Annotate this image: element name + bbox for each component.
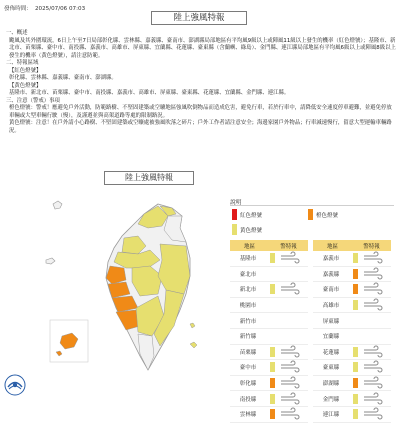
region-name: 澎湖縣 — [322, 381, 340, 388]
region-name: 南投縣 — [239, 396, 257, 403]
yellow-signal-body: 基隆市、新北市、苗栗縣、臺中市、南投縣、嘉義市、高雄市、屏東縣、臺東縣、花蓮縣、宜蘭縣、金門縣、連江縣。 — [9, 90, 290, 96]
signal-bar-yellow — [353, 362, 358, 372]
region-name: 宜蘭縣 — [322, 334, 340, 341]
region-name: 苗栗縣 — [239, 349, 257, 356]
table-row — [313, 251, 391, 267]
page-title: 陸上強風特報 — [151, 11, 247, 25]
section-overview-body: 颱風及其外圍環流，6日上午至7日局部彰化縣、雲林縣、嘉義縣、臺南市、澎湖縣局部地區有平均風9級以上或陣風11級以上發生的機率（紅色燈號）；基隆市、新北市、苗栗縣、臺中市、南投縣、嘉義市、高雄市、屏東縣、宜蘭縣、花蓮縣、臺東縣（含蘭嶼、綠島）、金門縣、連江縣局部地區有平均風6級以上或陣風8級以上發生的機率（黃色燈號），請注意防範。 — [9, 37, 396, 59]
wind-icon — [279, 346, 301, 358]
table-row — [313, 391, 391, 407]
table-row — [230, 391, 308, 407]
table-right-col-signal: 警特報 — [363, 243, 380, 250]
legend-yellow-swatch — [232, 224, 237, 235]
region-name: 新竹市 — [239, 318, 257, 325]
region-name: 彰化縣 — [239, 381, 257, 388]
wind-icon — [362, 252, 384, 264]
map-region-ludao — [190, 323, 195, 328]
issued-time-row — [4, 4, 88, 12]
wind-icon — [279, 361, 301, 373]
notice-body-yellow: 黃色燈號：注意！在戶外請小心路樹、不堅固建築或空曠處被強風吹落之碎片；戶外工作者請注意安全；海邊家園戶外物品；行車減速慢行，留意大型運輸車輛路況。 — [9, 120, 392, 134]
issued-time: 2025/07/06 07:03 — [34, 6, 86, 12]
table-row — [313, 329, 391, 345]
cwa-logo — [4, 374, 26, 396]
table-left-col-region: 地區 — [243, 243, 255, 250]
legend-yellow-label: 黃色燈號 — [240, 227, 263, 234]
table-row — [230, 376, 308, 392]
legend-orange-swatch — [308, 209, 313, 220]
wind-icon — [362, 377, 384, 389]
yellow-signal-label: 【黃色燈號】 — [9, 82, 42, 89]
region-name: 臺南市 — [322, 287, 340, 294]
table-row — [313, 345, 391, 361]
region-name: 基隆市 — [239, 256, 257, 263]
region-name: 桃園市 — [239, 303, 257, 310]
issued-label: 發佈時間： — [4, 6, 32, 12]
region-name: 屏東縣 — [322, 318, 340, 325]
signal-bar-yellow — [353, 394, 358, 404]
signal-bar-yellow — [270, 347, 275, 357]
table-right-rows — [313, 251, 391, 423]
signal-bar-yellow — [353, 300, 358, 310]
region-name: 新北市 — [239, 287, 257, 294]
signal-bar-orange — [353, 284, 358, 294]
legend — [230, 197, 394, 237]
region-table-right — [313, 240, 391, 423]
region-name: 花蓮縣 — [322, 349, 340, 356]
region-name: 嘉義縣 — [322, 271, 340, 278]
legend-red — [232, 209, 262, 220]
table-left-rows — [230, 251, 308, 423]
wind-icon — [279, 408, 301, 420]
table-right-col-region: 地區 — [326, 243, 338, 250]
table-row — [313, 313, 391, 329]
section-notice-title: 三、注意（警戒）事項 — [6, 97, 60, 104]
notice-body-orange: 橙色燈號：警戒！應避免戶外活動，防範路樹、不堅固建築或空曠地區強風吹倒物品而造成危害，避免行車，若於行車中，請降低安全速度停車避難，並避免停放車輛或大型車輛行駛（慢），及謹遵並與高架道路等處的限制路況。 — [9, 105, 392, 119]
signal-bar-orange — [353, 269, 358, 279]
region-name: 高雄市 — [322, 303, 340, 310]
region-name: 連江縣 — [322, 412, 340, 419]
signal-bar-orange — [270, 378, 275, 388]
table-right-header — [313, 240, 391, 251]
legend-red-label: 紅色燈號 — [240, 212, 263, 219]
section-overview-title: 一、概述 — [6, 30, 28, 36]
region-name: 雲林縣 — [239, 412, 257, 419]
signal-bar-yellow — [270, 362, 275, 372]
red-signal-body: 彰化縣、雲林縣、嘉義縣、臺南市、澎湖縣。 — [9, 75, 117, 81]
section-area-title: 二、特報區域 — [6, 60, 39, 66]
table-row — [313, 360, 391, 376]
region-name: 嘉義市 — [322, 256, 340, 263]
table-row — [230, 282, 308, 298]
wind-icon — [279, 252, 301, 264]
table-row — [230, 251, 308, 267]
kinmen-islands — [46, 258, 55, 264]
wind-icon — [362, 299, 384, 311]
table-row — [230, 313, 308, 329]
legend-title: 說明 — [230, 200, 242, 206]
region-name: 臺北市 — [239, 271, 257, 278]
legend-divider — [230, 205, 394, 206]
legend-yellow — [232, 224, 262, 235]
wind-icon — [362, 393, 384, 405]
signal-bar-yellow — [270, 253, 275, 263]
legend-orange — [308, 209, 338, 220]
matsu-islands — [53, 201, 62, 209]
wind-icon — [362, 408, 384, 420]
table-row — [313, 298, 391, 314]
wind-icon — [362, 268, 384, 280]
map-region-pingtung — [138, 334, 154, 370]
region-name: 臺中市 — [239, 365, 257, 372]
table-row — [230, 267, 308, 283]
signal-bar-yellow — [353, 347, 358, 357]
wind-icon — [362, 361, 384, 373]
bulletin-text — [6, 30, 396, 170]
map-region-lanyu — [190, 342, 197, 348]
table-row — [313, 267, 391, 283]
map-region-penghu — [60, 333, 78, 349]
signal-bar-yellow — [270, 284, 275, 294]
wind-icon — [279, 283, 301, 295]
region-table-left — [230, 240, 308, 423]
taiwan-warning-map — [40, 186, 230, 376]
signal-bar-yellow — [270, 394, 275, 404]
map-title: 陸上強風特報 — [104, 171, 194, 185]
wind-icon — [362, 346, 384, 358]
table-row — [313, 407, 391, 423]
wind-icon — [362, 283, 384, 295]
table-left-col-signal: 警特報 — [280, 243, 297, 250]
table-row — [230, 329, 308, 345]
region-name: 新竹縣 — [239, 334, 257, 341]
table-row — [230, 345, 308, 361]
table-row — [313, 376, 391, 392]
region-name: 臺東縣 — [322, 365, 340, 372]
table-row — [230, 360, 308, 376]
table-left-header — [230, 240, 308, 251]
table-row — [313, 282, 391, 298]
map-region-penghu-small — [56, 351, 62, 356]
signal-bar-orange — [270, 409, 275, 419]
signal-bar-yellow — [353, 253, 358, 263]
table-row — [230, 298, 308, 314]
legend-orange-label: 橙色燈號 — [316, 212, 339, 219]
region-name: 金門縣 — [322, 396, 340, 403]
wind-icon — [279, 377, 301, 389]
signal-bar-yellow — [353, 409, 358, 419]
wind-icon — [279, 393, 301, 405]
red-signal-label: 【紅色燈號】 — [9, 67, 42, 74]
table-row — [230, 407, 308, 423]
signal-bar-orange — [353, 378, 358, 388]
legend-red-swatch — [232, 209, 237, 220]
